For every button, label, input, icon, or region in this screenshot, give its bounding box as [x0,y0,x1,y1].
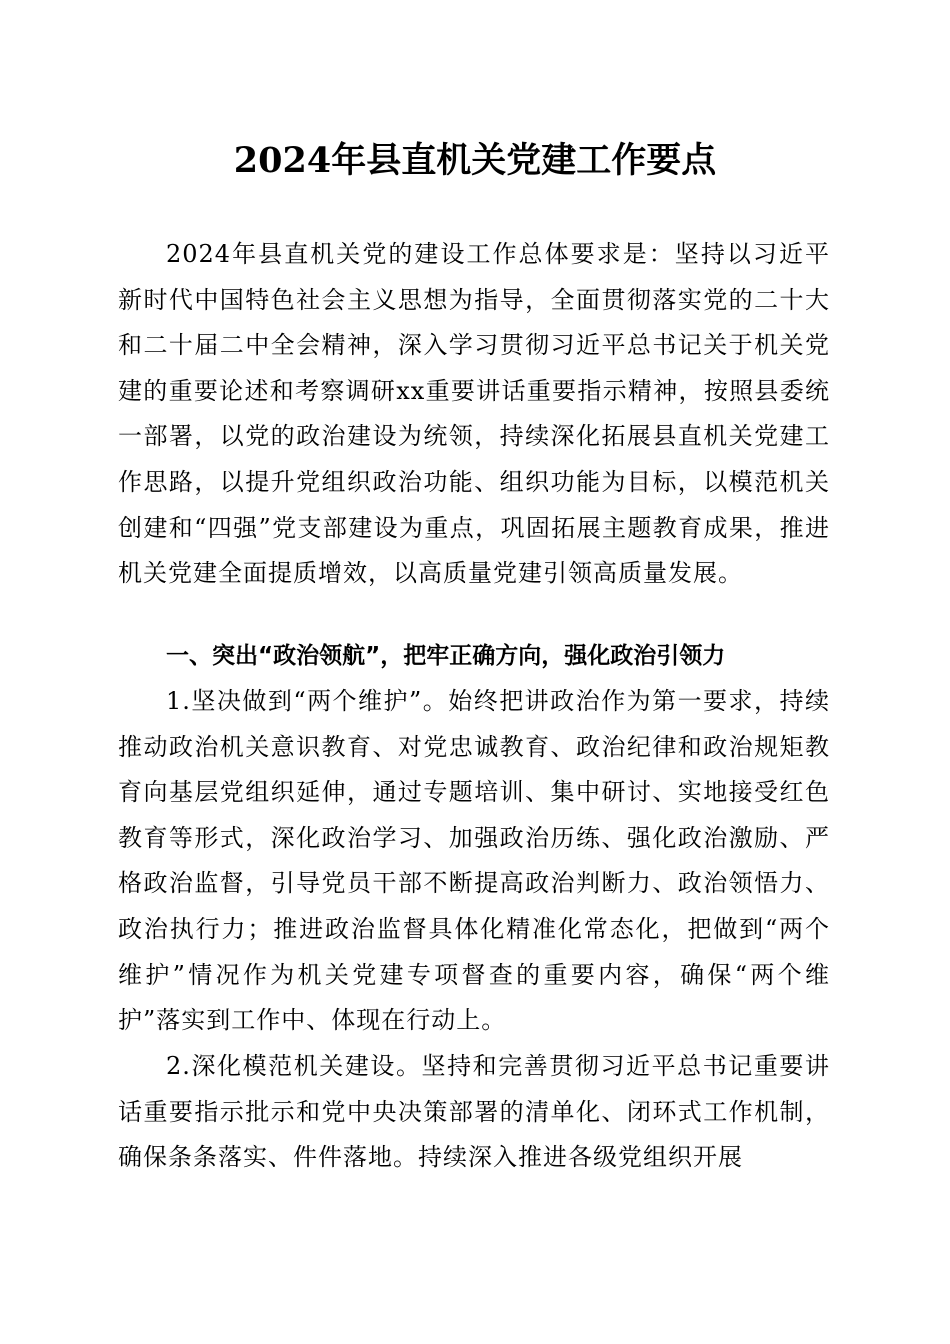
item-2-paragraph: 2.深化模范机关建设。坚持和完善贯彻习近平总书记重要讲话重要指示批示和党中央决策部署的清单化、闭环式工作机制，确保条条落实、件件落地。持续深入推进各级党组织开展 [118,1052,830,1172]
intro-paragraph: 2024年县直机关党的建设工作总体要求是：坚持以习近平新时代中国特色社会主义思想为指导，全面贯彻落实党的二十大和二十届二中全会精神，深入学习贯彻习近平总书记关于机关党建的重要论述和考察调研xx重要讲话重要指示精神，按照县委统一部署，以党的政治建设为统领，持续深化拓展县直机关党建工作思路，以提升党组织政治功能、组织功能为目标，以模范机关创建和“四强”党支部建设为重点，巩固拓展主题教育成果，推进机关党建全面提质增效，以高质量党建引领高质量发展。 [118,240,830,588]
section-heading: 一、突出“政治领航”，把牢正确方向，强化政治引领力 [166,643,726,669]
item-1-paragraph: 1.坚决做到“两个维护”。始终把讲政治作为第一要求，持续推动政治机关意识教育、对党忠诚教育、政治纪律和政治规矩教育向基层党组织延伸，通过专题培训、集中研讨、实地接受红色教育等形式，深化政治学习、加强政治历练、强化政治激励、严格政治监督，引导党员干部不断提高政治判断力、政治领悟力、政治执行力；推进政治监督具体化精准化常态化，把做到“两个维护”情况作为机关党建专项督查的重要内容，确保“两个维护”落实到工作中、体现在行动上。 [118,687,830,1035]
document-title: 2024年县直机关党建工作要点 [233,140,717,181]
